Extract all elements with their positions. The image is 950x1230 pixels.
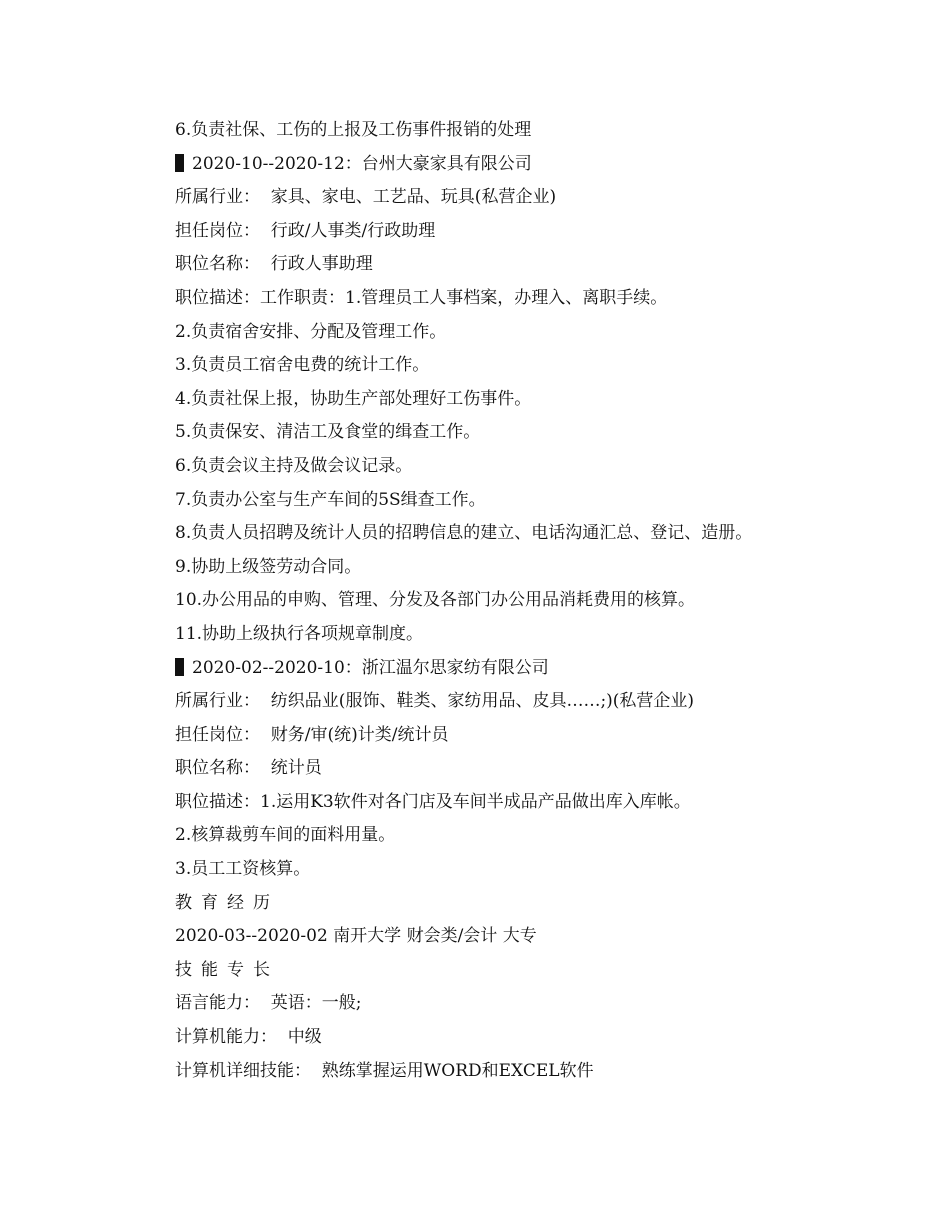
duty-item: 2.核算裁剪车间的面料用量。 [175, 825, 396, 846]
duty-item: 5.负责保安、清洁工及食堂的缉查工作。 [175, 422, 481, 443]
duty-item: 2.负责宿舍安排、分配及管理工作。 [175, 321, 447, 342]
bullet-marker-icon [175, 658, 184, 676]
job-title-line: 职位名称： 统计员 [175, 758, 322, 779]
computer-level-line: 计算机能力： 中级 [175, 1027, 322, 1048]
computer-skill-line: 计算机详细技能： 熟练掌握运用WORD和EXCEL软件 [175, 1060, 594, 1081]
position-line: 担任岗位： 财务/审(统)计类/统计员 [175, 724, 449, 745]
job-heading: 2020-10--2020-12：台州大豪家具有限公司 [175, 150, 895, 184]
duty-item: 10.办公用品的申购、管理、分发及各部门办公用品消耗费用的核算。 [175, 590, 696, 611]
job-title-line: 职位名称： 行政人事助理 [175, 254, 373, 275]
industry-line: 所属行业： 纺织品业(服饰、鞋类、家纺用品、皮具……;)(私营企业) [175, 691, 695, 712]
language-skill-line: 语言能力： 英语：一般; [175, 993, 362, 1014]
position-line: 担任岗位： 行政/人事类/行政助理 [175, 220, 436, 241]
resume-content [175, 116, 895, 1090]
duty-item: 4.负责社保上报，协助生产部处理好工伤事件。 [175, 388, 532, 409]
duty-item: 6.负责社保、工伤的上报及工伤事件报销的处理 [175, 120, 532, 140]
section-heading-education: 教育经历 [175, 892, 279, 913]
job-description-line: 职位描述：工作职责：1.管理员工人事档案，办理入、离职手续。 [175, 287, 668, 308]
duty-item: 8.负责人员招聘及统计人员的招聘信息的建立、电话沟通汇总、登记、造册。 [175, 523, 753, 544]
job-heading: 2020-02--2020-10：浙江温尔思家纺有限公司 [175, 654, 895, 688]
duty-item: 3.负责员工宿舍电费的统计工作。 [175, 355, 430, 376]
duty-item: 11.协助上级执行各项规章制度。 [175, 623, 424, 644]
industry-line: 所属行业： 家具、家电、工艺品、玩具(私营企业) [175, 187, 557, 208]
duty-item: 7.负责办公室与生产车间的5S缉查工作。 [175, 489, 486, 510]
duty-item: 6.负责会议主持及做会议记录。 [175, 455, 413, 476]
section-heading-skills: 技能专长 [175, 959, 279, 980]
duty-item: 9.协助上级签劳动合同。 [175, 556, 362, 577]
education-entry: 2020-03--2020-02 南开大学 财会类/会计 大专 [175, 926, 537, 947]
job-description-line: 职位描述：1.运用K3软件对各门店及车间半成品产品做出库入库帐。 [175, 791, 691, 812]
duty-item: 3.员工工资核算。 [175, 859, 311, 880]
bullet-marker-icon [175, 154, 184, 172]
